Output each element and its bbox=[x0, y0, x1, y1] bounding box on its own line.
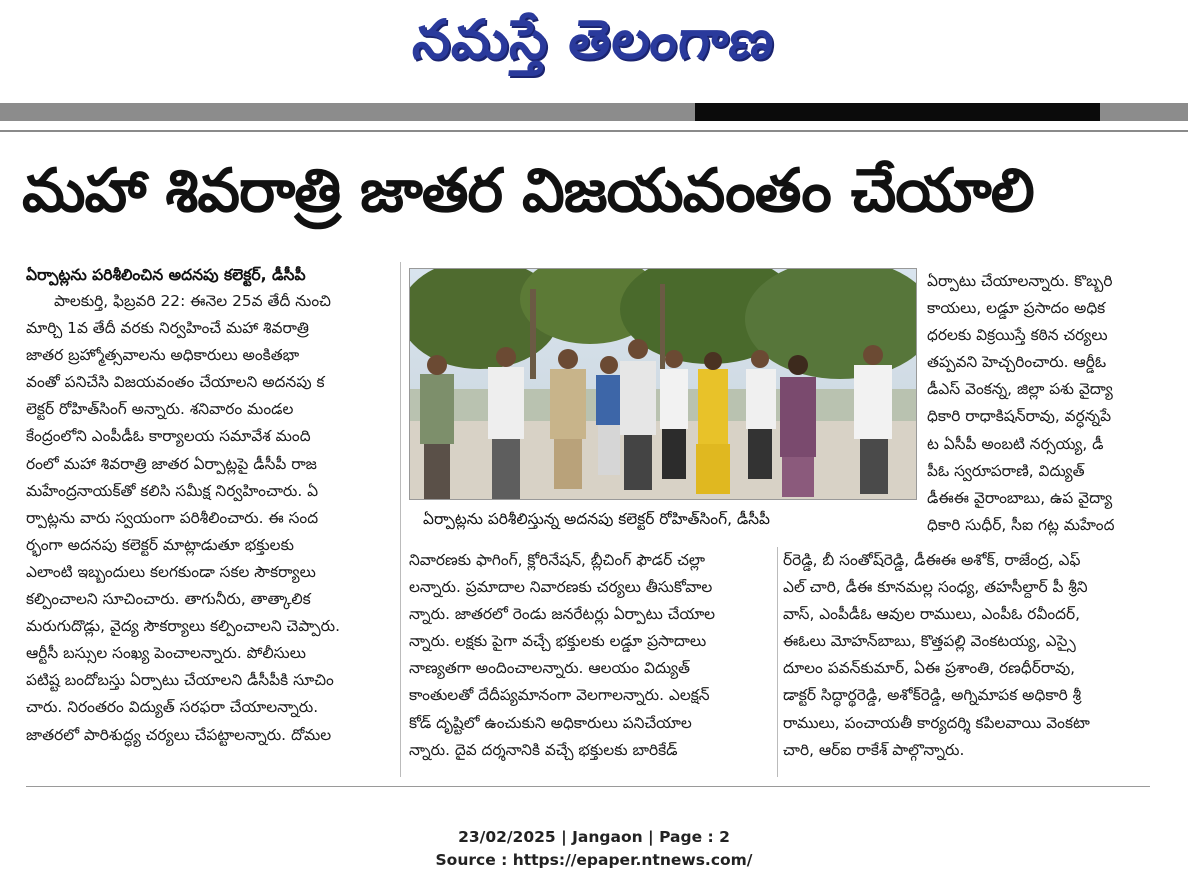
text-line: రాములు, పంచాయతీ కార్యదర్శి కపిలవాయి వెంకటా bbox=[783, 713, 1090, 732]
text-line: ర్భంగా అదనపు కలెక్టర్ మాట్లాడుతూ భక్తులకు bbox=[26, 535, 294, 554]
text-line: ట ఏసీపీ అంబటి నర్సయ్య, డీ bbox=[927, 434, 1104, 453]
masthead-band-end bbox=[1100, 103, 1188, 121]
text-line: ఆర్టీసీ బస్సుల సంఖ్య పెంచాలన్నారు. పోలీసులు bbox=[26, 644, 306, 663]
text-line: జాతరలో పారిశుద్ధ్య చర్యలు చేపట్టాలన్నారు. దోమల bbox=[26, 725, 332, 744]
column-divider bbox=[400, 262, 401, 777]
text-line: న్నారు. జాతరలో రెండు జనరేటర్లు ఏర్పాటు చేయాల bbox=[409, 605, 716, 624]
text-line: నివారణకు ఫాగింగ్, క్లోరినేషన్, బ్లీచింగ్ ఫౌడర్ చల్లా bbox=[409, 551, 706, 569]
bottom-divider bbox=[26, 786, 1150, 787]
text-line: ఈఓలు మోహన్‌బాబు, కొత్తపల్లి వెంకటయ్య, ఎస్సై bbox=[783, 632, 1076, 651]
text-line: కాయలు, లడ్డూ ప్రసాదం అధిక bbox=[927, 299, 1106, 318]
text-line: పీఓ స్వరూపరాణి, విద్యుత్ bbox=[927, 461, 1085, 480]
text-line: ర్పాట్లను వారు స్వయంగా పరిశీలించారు. ఈ సంద bbox=[26, 508, 319, 527]
text-line: డీఈఈ వైరాంబాబు, ఉప వైద్యా bbox=[927, 488, 1113, 507]
text-line: చారి, ఆర్ఐ రాకేశ్ పాల్గొన్నారు. bbox=[783, 740, 965, 759]
edition-info: 23/02/2025 | Jangaon | Page : 2 bbox=[458, 828, 730, 846]
text-line: చారు. నిరంతరం విద్యుత్ సరఫరా చేయాలన్నారు. bbox=[26, 698, 319, 717]
newspaper-logo: నమస్తే తెలంగాణ bbox=[409, 8, 779, 71]
text-line: వాస్, ఎంపీడీఓ ఆవుల రాములు, ఎంపీఓ రవీందర్, bbox=[783, 605, 1081, 624]
text-line: నాణ్యతగా అందించాలన్నారు. ఆలయం విద్యుత్ bbox=[409, 659, 690, 678]
text-line: మరుగుదొడ్లు, వైద్య సౌకర్యాలు కల్పించాలని చెప్పారు. bbox=[26, 617, 341, 636]
text-line: కల్పించాలని సూచించారు. తాగునీరు, తాత్కాలిక bbox=[26, 590, 311, 609]
article-column-1 bbox=[26, 288, 384, 749]
text-line: మార్చి 1వ తేదీ వరకు నిర్వహించే మహా శివరాత్రి bbox=[26, 319, 309, 338]
source-link[interactable]: Source : https://epaper.ntnews.com/ bbox=[435, 851, 753, 869]
article-photo bbox=[409, 268, 917, 500]
text-line: కాంతులతో దేదీప్యమానంగా వెలగాలన్నారు. ఎలక్షన్ bbox=[409, 686, 710, 705]
article-subheadline: ఏర్పాట్లను పరిశీలించిన అదనపు కలెక్టర్, డీసీపీ bbox=[26, 266, 306, 284]
photo-illustration bbox=[410, 269, 917, 500]
text-line: కేంద్రంలోని ఎంపీడీఓ కార్యాలయ సమావేశ మంది bbox=[26, 427, 311, 446]
text-line: రంలో మహా శివరాత్రి జాతర ఏర్పాట్లపై డీసీపీ రాజ bbox=[26, 454, 317, 473]
text-line: కోడ్ దృష్టిలో ఉంచుకుని అధికారులు పనిచేయాల bbox=[409, 713, 692, 732]
text-line: పటిష్ట బందోబస్తు ఏర్పాటు చేయాలని డీసీపీకి సూచిం bbox=[26, 671, 334, 690]
text-line: తప్పవని హెచ్చరించారు. ఆర్డీఓ bbox=[927, 353, 1107, 372]
article-column-2 bbox=[409, 547, 769, 764]
text-line: ఎలాంటి ఇబ్బందులు కలగకుండా సకల సౌకర్యాలు bbox=[26, 562, 316, 581]
masthead-band-left bbox=[0, 103, 695, 121]
text-line: డాక్టర్ సిద్ధార్థరెడ్డి, అశోక్‌రెడ్డి, అగ్నిమాపక అధికారి శ్రీ bbox=[783, 686, 1082, 705]
text-line: లెక్టర్ రోహిత్‌సింగ్ అన్నారు. శనివారం మండల bbox=[26, 400, 294, 419]
text-line: ధరలకు విక్రయిస్తే కఠిన చర్యలు bbox=[927, 326, 1108, 345]
text-line: వంతో పనిచేసి విజయవంతం చేయాలని అదనపు క bbox=[26, 373, 325, 392]
text-line: ధికారి రాధాకిషన్‌రావు, వర్ధన్నపే bbox=[927, 407, 1112, 426]
text-line: ధికారి సుధీర్, సీఐ గట్ల మహేంద bbox=[927, 515, 1115, 534]
text-line: పాలకుర్తి, ఫిబ్రవరి 22: ఈనెల 25వ తేదీ నుంచి bbox=[54, 292, 331, 310]
article-column-3-continued bbox=[783, 547, 1171, 764]
text-line: ర్‌రెడ్డి, బీ సంతోష్‌రెడ్డి, డీఈఈ అశోక్, రాజేంద్ర, ఎఫ్ bbox=[783, 551, 1081, 569]
text-line: మహేంద్రనాయక్‌తో కలిసి సమీక్ష నిర్వహించారు. ఏ bbox=[26, 481, 319, 500]
masthead-band-right bbox=[695, 103, 1100, 121]
column-divider bbox=[777, 547, 778, 777]
photo-caption: ఏర్పాట్లను పరిశీలిస్తున్న అదనపు కలెక్టర్ రోహిత్‌సింగ్, డీసీపీ bbox=[423, 510, 771, 528]
article-headline: మహా శివరాత్రి జాతర విజయవంతం చేయాలి bbox=[22, 156, 1034, 226]
text-line: జాతర బ్రహ్మోత్సవాలను అధికారులు అంకితభా bbox=[26, 346, 300, 365]
text-line: డీఎస్ వెంకన్న, జిల్లా పశు వైద్యా bbox=[927, 380, 1113, 399]
text-line: న్నారు. దైవ దర్శనానికి వచ్చే భక్తులకు బారికేడ్ bbox=[409, 740, 678, 759]
text-line: దూలం పవన్‌కుమార్, ఏఈ ప్రశాంతి, రణధీర్‌రావు, bbox=[783, 659, 1076, 678]
top-divider bbox=[0, 130, 1188, 132]
text-line: ఎల్ చారి, డీఈ కూనమల్ల సంధ్య, తహసీల్దార్ పీ శ్రీని bbox=[783, 578, 1088, 597]
text-line: న్నారు. లక్షకు పైగా వచ్చే భక్తులకు లడ్డూ ప్రసాదాలు bbox=[409, 632, 707, 651]
text-line: లన్నారు. ప్రమాదాల నివారణకు చర్యలు తీసుకోవాల bbox=[409, 578, 713, 597]
article-column-3 bbox=[927, 268, 1171, 539]
text-line: ఏర్పాటు చేయాలన్నారు. కొబ్బరి bbox=[927, 272, 1113, 290]
masthead bbox=[0, 0, 1188, 100]
